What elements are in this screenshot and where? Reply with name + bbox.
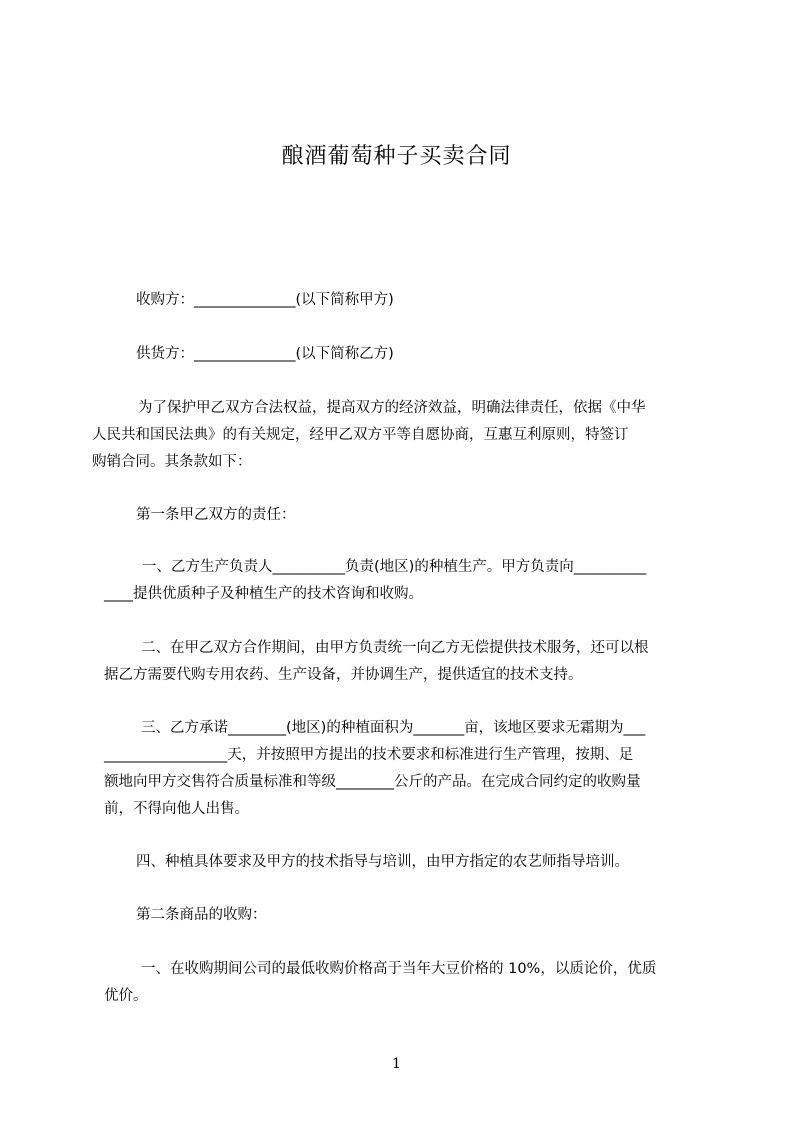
clause-line: ____提供优质种子及种植生产的技术咨询和收购。 — [104, 586, 423, 602]
clause-line: 二、在甲乙双方合作期间，由甲方负责统一向乙方无偿提供技术服务，还可以根 — [141, 640, 649, 656]
clause-4: 四、种植具体要求及甲方的技术指导与培训，由甲方指定的农艺师指导培训。 — [136, 854, 629, 870]
clause-line: _________________天，并按照甲方提出的技术要求和标准进行生产管理，按期、足 — [104, 747, 634, 763]
clause-line: 据乙方需要代购专用农药、生产设备，并协调生产，提供适宜的技术支持。 — [104, 667, 583, 683]
buyer-line: 收购方：______________(以下简称甲方) — [136, 292, 394, 308]
clause-line: 三、乙方承诺________(地区)的种植面积为_______亩，该地区要求无霜期为___ — [141, 720, 646, 736]
clause-line: 优价。 — [104, 988, 148, 1004]
supplier-line: 供货方：______________(以下简称乙方) — [136, 346, 394, 362]
intro-line: 人民共和国民法典》的有关规定，经甲乙双方平等自愿协商，互惠互利原则，特签订 — [92, 427, 629, 443]
intro-line: 为了保护甲乙双方合法权益，提高双方的经济效益，明确法律责任，依据《中华 — [138, 400, 646, 416]
clause-line: 一、在收购期间公司的最低收购价格高于当年大豆价格的 10%，以质论价，优质 — [141, 961, 657, 977]
article1-heading: 第一条甲乙双方的责任： — [136, 507, 296, 523]
clause-line: 前，不得向他人出售。 — [104, 801, 249, 817]
clause-line: 一、乙方生产负责人__________负责(地区)的种植生产。甲方负责向__________ — [142, 559, 647, 575]
page-title: 酿酒葡萄种子买卖合同 — [281, 144, 512, 169]
intro-line: 购销合同。其条款如下： — [92, 454, 252, 470]
clause-line: 额地向甲方交售符合质量标准和等级________公斤的产品。在完成合同约定的收购量 — [104, 774, 641, 790]
article2-heading: 第二条商品的收购： — [136, 907, 267, 923]
page-number: 1 — [392, 1056, 401, 1072]
